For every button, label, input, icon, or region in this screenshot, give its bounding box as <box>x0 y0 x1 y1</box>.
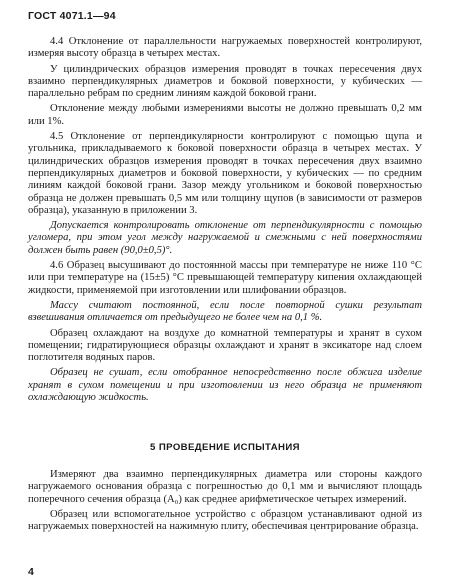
paragraph-height-deviation: Отклонение между любыми измерениями высоты не должно превышать 0,2 мм или 1%. <box>28 103 422 127</box>
page-number: 4 <box>28 566 34 578</box>
paragraph-no-drying: Образец не сушат, если отобранное непосредственно после обжига изделие хранят в сухом помещении и при изготовлении из него образца не применяют охлаждающую жидкость. <box>28 367 422 404</box>
section-5-title: 5 ПРОВЕДЕНИЕ ИСПЫТАНИЯ <box>150 442 300 453</box>
standard-code-header: ГОСТ 4071.1—94 <box>28 10 116 22</box>
paragraph-constant-mass: Массу считают постоянной, если после повторной сушки результат взвешивания отличается от предыдущего не более чем на 0,1 %. <box>28 299 422 324</box>
paragraph-4-5: 4.5 Отклонение от перпендикулярности контролируют с помощью щупа и угольника, прикладываемого к боковой поверхности образца в четырех местах. У цилиндрических образцов измерения проводят в точках пересечения двух взаимно перпендикулярных диаметров и боковой поверхности, у кубических — по средним линиям каждой боковой грани. Зазор между угольником и боковой поверхностью образца не должен превышать 0,5 мм или толщину щупов (в зависимости от размеров образца), указанную в приложении 3. <box>28 131 422 216</box>
paragraph-install-sample: Образец или вспомогательное устройство с образцом устанавливают одной из нагружаемых поверхностей на нажимную плиту, обеспечивая центрирование образца. <box>28 508 422 533</box>
section-5-body <box>28 469 422 536</box>
paragraph-goniometer: Допускается контролировать отклонение от перпендикулярности с помощью угломера, при этом угол между нагружаемой и смежными с ней поверхностями должен быть равен (90,0±0,5)°. <box>28 220 422 256</box>
paragraph-4-4: 4.4 Отклонение от параллельности нагружаемых поверхностей контролируют, измеряя высоту образца в четырех местах. <box>28 36 422 60</box>
paragraph-cylindrical-parallel: У цилиндрических образцов измерения проводят в точках пересечения двух взаимно перпендикулярных диаметров и боковой поверхности, у кубических — параллельно ребрам по средним линиям каждой боковой грани. <box>28 63 422 100</box>
section-4-body <box>28 36 422 407</box>
paragraph-cooling: Образец охлаждают на воздухе до комнатной температуры и хранят в сухом помещении; гидратирующиеся образцы охлаждают и хранят в эксикаторе над слоем поглотителя водяных паров. <box>28 327 422 364</box>
paragraph-measure-diameters: Измеряют два взаимно перпендикулярных диаметра или стороны каждого нагружаемого основания образца с погрешностью до 0,1 мм и вычисляют площадь поперечного сечения образца (A₀) как среднее арифметическое четырех измерений. <box>28 469 422 505</box>
paragraph-4-6: 4.6 Образец высушивают до постоянной массы при температуре не ниже 110 °С или при температуре на (15±5) °С превышающей температуру кипения охлаждающей жидкости, применяемой при изготовлении или шлифовании образцов. <box>28 260 422 296</box>
